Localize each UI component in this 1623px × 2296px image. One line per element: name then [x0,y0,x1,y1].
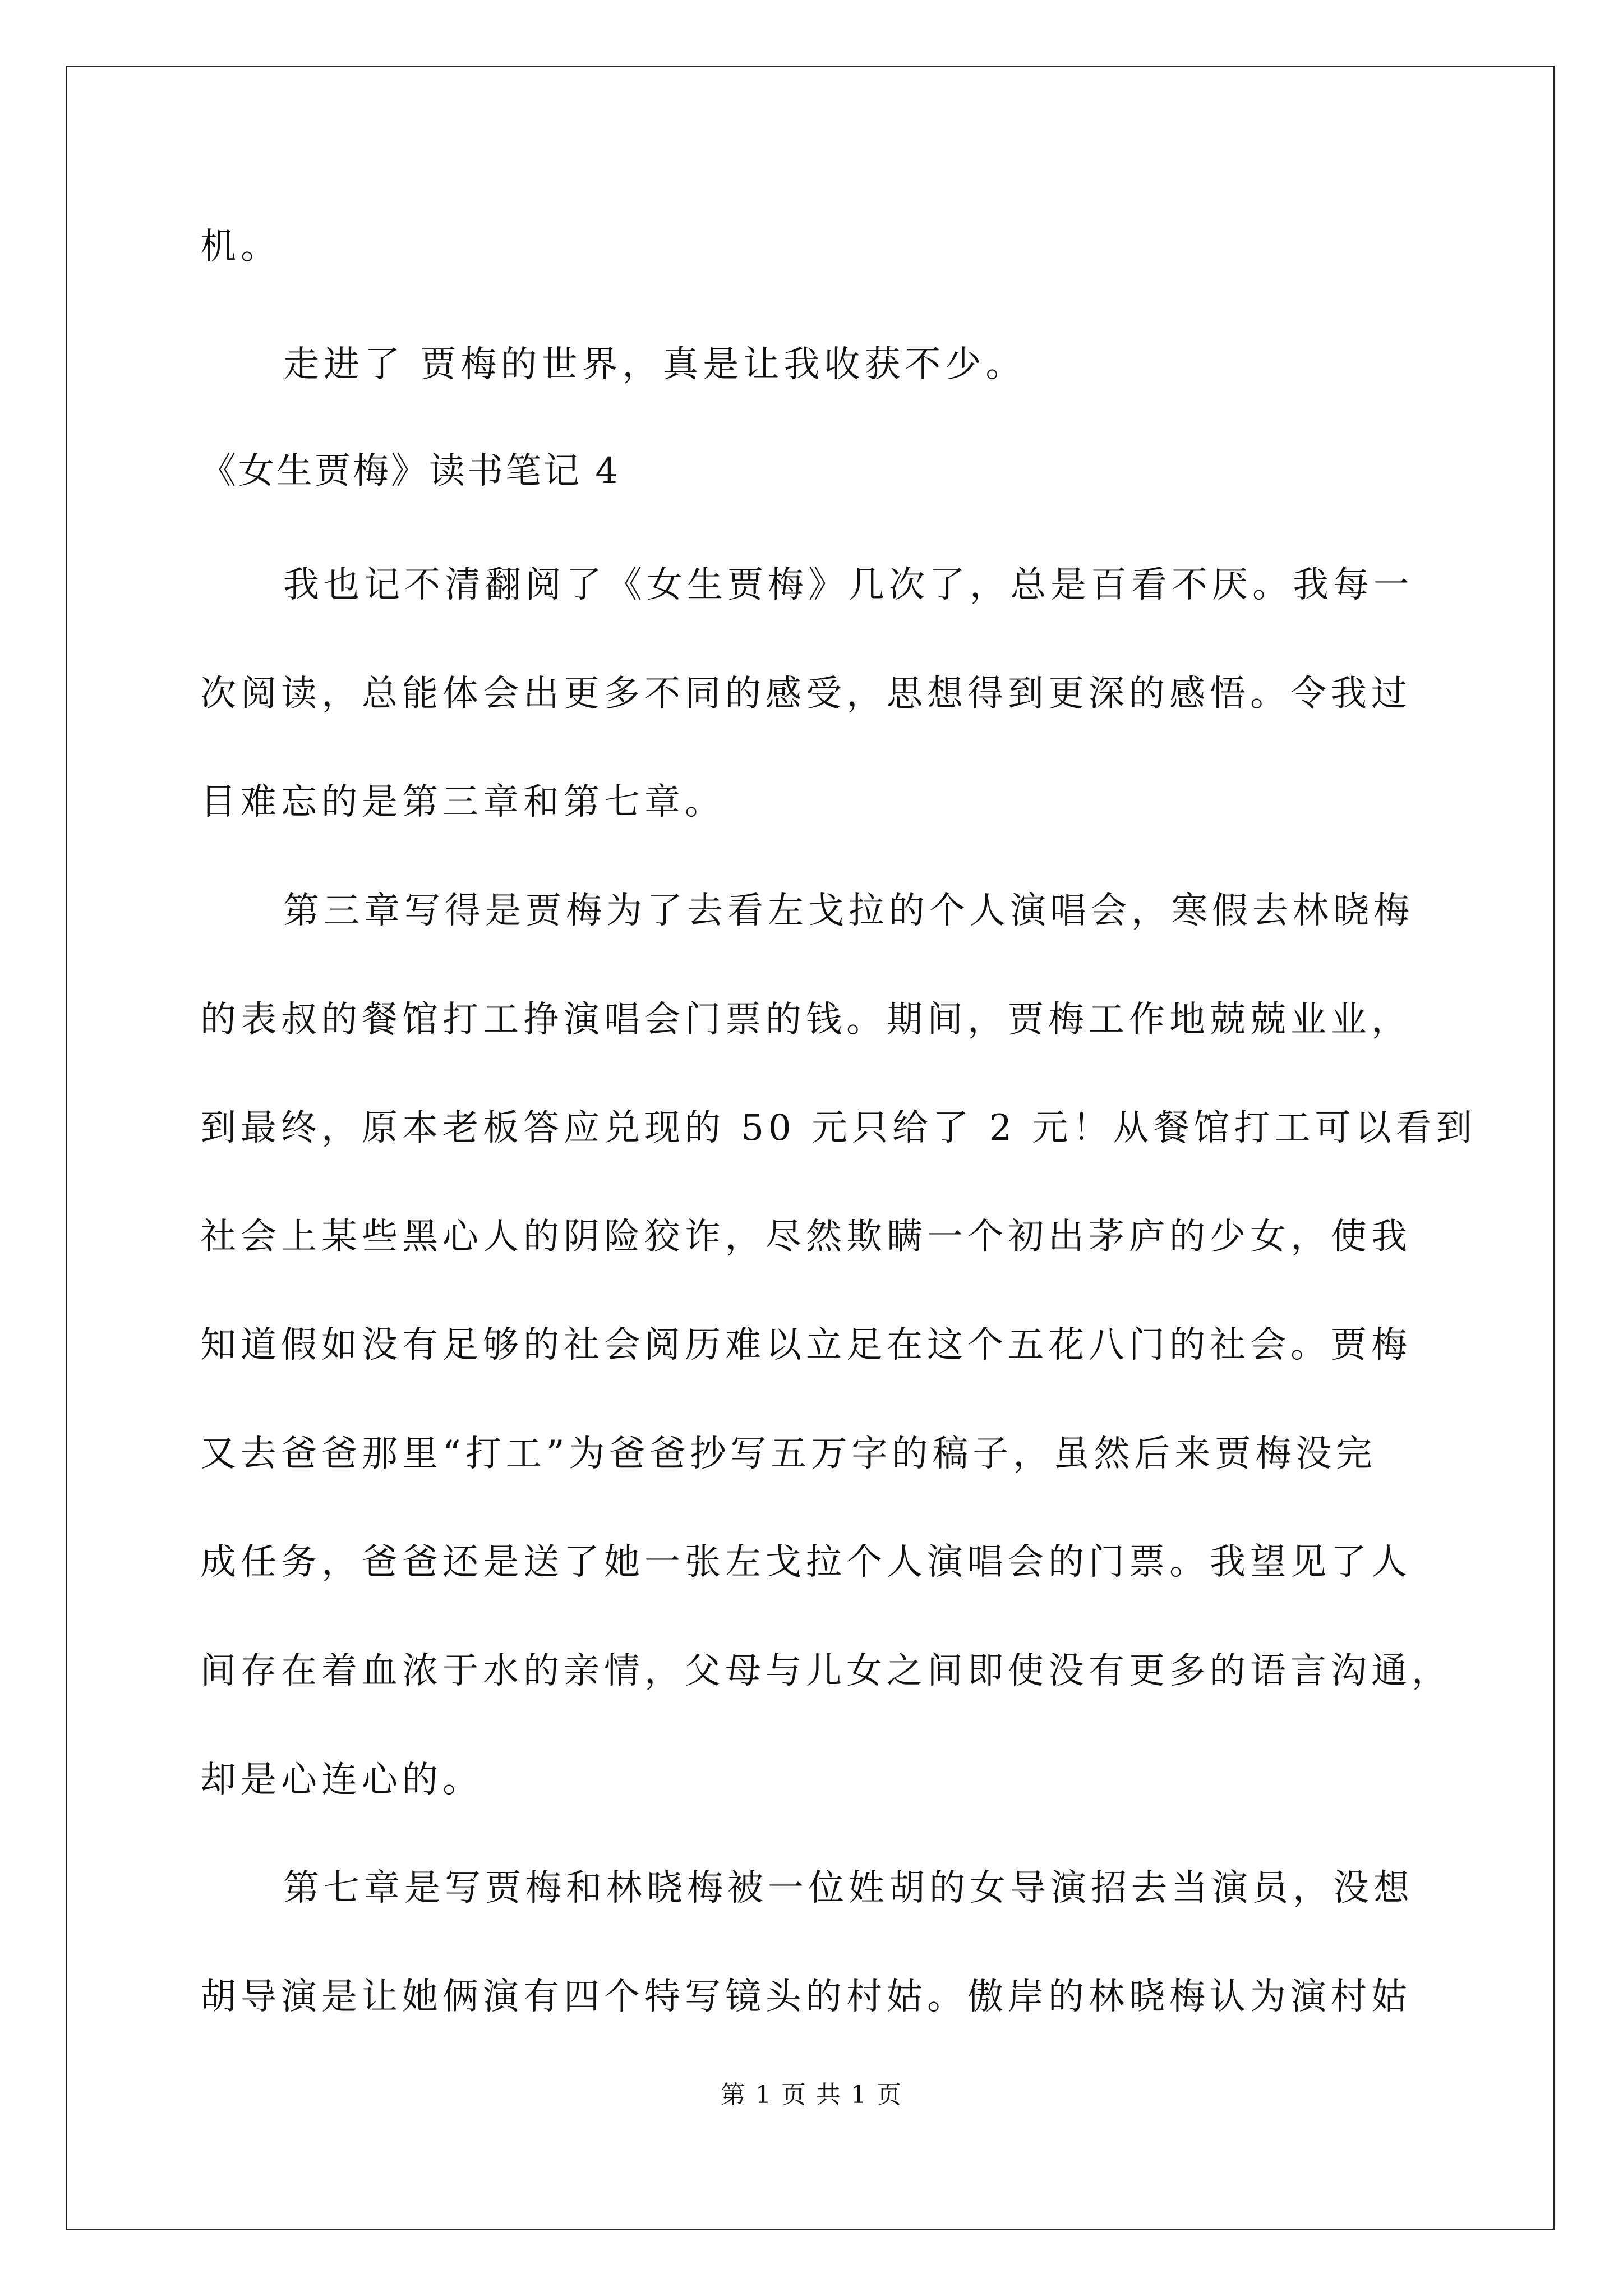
body-line: 次阅读，总能体会出更多不同的感受，思想得到更深的感悟。令我过 [200,673,1412,715]
body-line: 我也记不清翻阅了《女生贾梅》几次了，总是百看不厌。我每一 [283,564,1414,606]
body-line: 间存在着血浓于水的亲情，父母与儿女之间即使没有更多的语言沟通， [200,1650,1452,1692]
body-line: 胡导演是让她俩演有四个特写镜头的村姑。傲岸的林晓梅认为演村姑 [200,1976,1412,2018]
body-line: 第三章写得是贾梅为了去看左戈拉的个人演唱会，寒假去林晓梅 [283,890,1414,932]
section-heading: 《女生贾梅》读书笔记 4 [200,450,621,492]
body-line: 目难忘的是第三章和第七章。 [200,781,725,823]
body-line: 第七章是写贾梅和林晓梅被一位姓胡的女导演招去当演员，没想 [283,1867,1414,1909]
body-line: 走进了 贾梅的世界，真是让我收获不少。 [283,344,1026,385]
page-footer: 第 1 页 共 1 页 [721,2081,902,2109]
body-line: 的表叔的餐馆打工挣演唱会门票的钱。期间，贾梅工作地兢兢业业， [200,999,1412,1041]
body-line: 成任务，爸爸还是送了她一张左戈拉个人演唱会的门票。我望见了人 [200,1542,1412,1583]
body-line: 又去爸爸那里“打工”为爸爸抄写五万字的稿子，虽然后来贾梅没完 [200,1433,1377,1475]
body-line: 却是心连心的。 [200,1759,483,1801]
body-line: 社会上某些黑心人的阴险狡诈，尽然欺瞒一个初出茅庐的少女，使我 [200,1216,1412,1258]
body-line: 机。 [200,226,281,268]
body-line: 到最终，原本老板答应兑现的 50 元只给了 2 元！从餐馆打工可以看到 [200,1107,1477,1149]
body-line: 知道假如没有足够的社会阅历难以立足在这个五花八门的社会。贾梅 [200,1324,1412,1366]
